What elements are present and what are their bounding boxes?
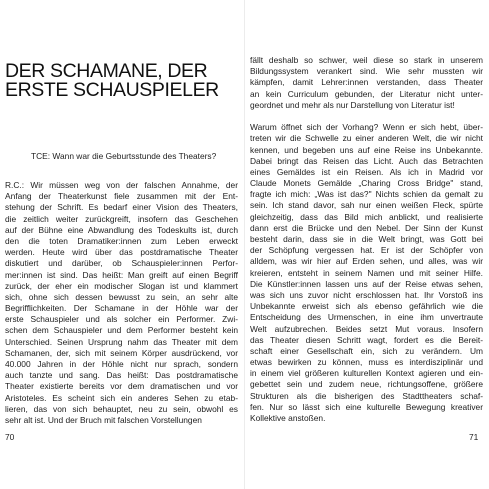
text-line: was sich uns zuvor nicht erschlossen hat. Ihr Vorstoß ins <box>250 289 483 300</box>
chapter-title <box>5 62 237 100</box>
right-page <box>245 0 489 489</box>
text-line: treten wir die Schwelle zu einer anderen Welt, die wir nicht <box>250 133 483 144</box>
text-line: zurück, der eher ein modischer Slogan ist und klammert <box>5 280 238 291</box>
text-line: in einem viel größeren kulturellen Kontext agieren und ein- <box>250 368 483 379</box>
text-line: eines Gemäldes ist ein Reisen. Als ich in Madrid vor <box>250 166 483 177</box>
chapter-title-line: ERSTE SCHAUSPIELER <box>5 79 219 102</box>
text-line: etwas bewirken zu können, muss es interdisziplinär und <box>250 357 483 368</box>
text-line: gleichzeitig, dass das Bild mich anblickt, und realisierte <box>250 211 483 222</box>
text-line: schaft einer Gesellschaft ein, sich zu verändern. Um <box>250 345 483 356</box>
left-page <box>0 0 244 489</box>
text-line: gebettet sein und zudem neue, richtungsoffene, größere <box>250 379 483 390</box>
text-line: auch tanzte und sang. Das heißt: Das postdramatische <box>5 370 238 381</box>
text-line: besteht darin, dass sie in die Welt bringt, was Gott bei <box>250 234 483 244</box>
text-line: lieren, das von sich behauptet, neu zu sein, obwohl es <box>5 403 238 414</box>
text-line: Dabei bringt das Reisen das Licht. Auch das Betrachten <box>250 155 483 166</box>
text-line: alldem, was wir hier auf Erden sehen, und alles, was wir <box>250 256 483 267</box>
text-line: schen dem Schauspieler und dem Performer besteht kein <box>5 325 238 336</box>
text-line: sich, ohne sich dessen bewusst zu sein, an sehr alte <box>5 291 238 302</box>
text-line: dann erst die Brücke und den Nebel. Der Sinn der Kunst <box>250 222 483 233</box>
text-line: das Theater diesen Schritt wagt, fordert es die Bereit- <box>250 334 483 345</box>
text-line: fen. Nur so lässt sich eine kulturelle Bewegung kreativer <box>250 401 483 412</box>
text-line: die zeitlich weiter zurückgreift, insofern das Geschehen <box>5 213 238 224</box>
text-line: Theater existierte bereits vor dem dramatischen und vor <box>5 381 238 392</box>
text-line: der Schöpfung vergessen hat. Er ist der Schöpfer von <box>250 245 483 256</box>
text-line: geordnet und mehr als nur Darstellung von Literatur ist! <box>250 99 455 110</box>
text-line: Kollektive anstoßen. <box>250 413 326 423</box>
chapter-title-line: DER SCHAMANE, DER <box>5 60 208 83</box>
text-line: fällt deshalb so schwer, weil diese so stark in unserem <box>250 55 483 65</box>
text-line: fragte ich mich: „Was ist das?" Nichts schien da gemalt zu <box>250 189 483 200</box>
text-line: sehr alt ist. Und der Bruch mit falschen Vorstellungen <box>5 414 202 425</box>
text-line: 40.000 Jahren in der Höhle nicht nur sprach, sondern <box>5 359 238 369</box>
text-line: Anfang der Theaterkunst fiele zusammen mit der Ent- <box>5 191 238 202</box>
text-line: den die toten Dramatiker:innen zum Leben erweckt <box>5 235 238 246</box>
text-line: kämpfen, damit Lehrer:innen verstanden, dass Theater <box>250 77 483 88</box>
page-number-left: 70 <box>5 432 15 442</box>
text-line: Schamanen, der, sich mit seinem Körper ausdrückend, vor <box>5 347 238 358</box>
text-line: Claude Monets Gemälde „Charing Cross Bridge" stand, <box>250 178 483 189</box>
text-line: Die Künstler:innen lassen uns auf der Reise etwas sehen, <box>250 278 483 289</box>
text-line: Entscheidung des Urmenschen, in eine ihm unvertraute <box>250 312 483 323</box>
text-line: Strukturen als die bisherigen des Stadttheaters schaf- <box>250 390 483 401</box>
text-line: Unbekannte erweist sich als ebenso gefährlich wie die <box>250 301 483 312</box>
text-line: Bildungssystem verankert sind. Wie sehr mussten wir <box>250 66 483 77</box>
text-line: kreieren, entsteht in seinem Namen und mit seiner Hilfe. <box>250 267 483 278</box>
text-line: R.C.: Wir müssen weg von der falschen Annahme, der <box>5 180 238 190</box>
text-line: erste Schauspieler und als solcher ein Performer. Zwi- <box>5 314 238 325</box>
text-line: Warum öffnet sich der Vorhang? Wenn er sich hebt, über- <box>250 122 483 133</box>
text-line: Welt aufzubrechen. Beides setzt Mut voraus. Insofern <box>250 323 483 334</box>
text-line: diskutiert und darüber, ob Schauspieler:innen Perfor- <box>5 258 238 269</box>
text-line: werden. Heute wird über das postdramatische Theater <box>5 247 238 258</box>
text-line: Unterschied. Seinen Ursprung nahm das Theater mit dem <box>5 336 238 347</box>
text-line: mer:innen ist sind. Das heißt: Man greift auf einen Begriff <box>5 269 238 280</box>
page-number-right: 71 <box>469 432 479 442</box>
paragraph-gap <box>250 111 483 122</box>
body-text <box>250 55 483 424</box>
text-line: Begrifflichkeiten. Der Schamane in der Höhle war der <box>5 303 238 314</box>
text-line: auf der Bühne eine Abwandlung des Todeskults ist, durch <box>5 224 238 235</box>
text-line: an kein Curriculum gebunden, der Literatur nicht unter- <box>250 88 483 99</box>
text-line: stehung der Schrift. Es bedarf einer Vision des Theaters, <box>5 202 238 213</box>
answer-paragraph <box>5 180 238 426</box>
text-line: Aristoteles. Es scheint sich ein anderes Sehen zu etab- <box>5 392 238 403</box>
text-line: sein. Ich stand davor, sah nur einen weißen Fleck, spürte <box>250 200 483 211</box>
text-line: kennen, und begeben uns auf eine Reise ins Unbekannte. <box>250 144 483 155</box>
interview-question: TCE: Wann war die Geburtsstunde des Theaters? <box>31 151 217 161</box>
